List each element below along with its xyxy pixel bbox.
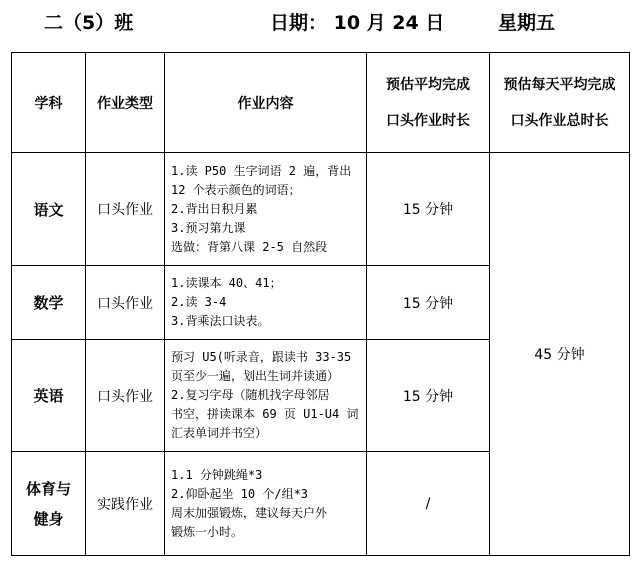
header-total-time-line1: 预估每天平均完成 [503, 76, 616, 93]
header-row [12, 53, 630, 153]
type-cell: 口头作业 [86, 153, 165, 266]
type-cell: 实践作业 [86, 452, 165, 556]
content-cell [165, 452, 367, 556]
content-line: 1.读课本 40、41； [171, 276, 282, 290]
time-cell: 15 分钟 [367, 153, 490, 266]
homework-table [11, 52, 630, 556]
header-type: 作业类型 [86, 53, 165, 153]
content-line: 3.预习第九课 [171, 220, 246, 235]
header-total-time [490, 53, 630, 153]
total-time-cell: 45 分钟 [490, 153, 630, 556]
type-cell: 口头作业 [86, 340, 165, 452]
header-avg-time-line2: 口头作业时长 [386, 112, 470, 129]
content-line: 预习 U5(听录音，跟读书 33-35 [171, 350, 352, 364]
type-cell: 口头作业 [86, 266, 165, 340]
table-row [12, 153, 630, 266]
content-line: 页至少一遍，划出生词并读通） [171, 369, 340, 383]
header-avg-time-line1: 预估平均完成 [386, 76, 470, 93]
subject-cell [12, 452, 86, 556]
content-line: 选做：背第八课 2-5 自然段 [171, 239, 328, 254]
content-line: 2.背出日积月累 [171, 201, 258, 216]
class-name: 二（5）班 [44, 12, 134, 34]
weekday-label: 星期五 [498, 12, 556, 34]
header-subject: 学科 [12, 53, 86, 153]
header-total-time-line2: 口头作业总时长 [510, 112, 609, 129]
time-cell: 15 分钟 [367, 340, 490, 452]
content-line: 2.仰卧起坐 10 个/组*3 [171, 486, 309, 501]
header-avg-time [367, 53, 490, 153]
subject-cell: 数学 [12, 266, 86, 340]
time-cell: / [367, 452, 490, 556]
content-line: 1.读 P50 生字词语 2 遍，背出 [171, 163, 352, 178]
content-cell [165, 153, 367, 266]
content-line: 锻炼一小时。 [171, 524, 244, 539]
content-line: 2.读 3-4 [171, 295, 227, 309]
content-cell [165, 266, 367, 340]
subject-cell: 语文 [12, 153, 86, 266]
content-cell [165, 340, 367, 452]
content-line: 2.复习字母（随机找字母邻居 [171, 388, 330, 402]
header-content: 作业内容 [165, 53, 367, 153]
date-label: 日期： 10 月 24 日 [270, 12, 445, 34]
page-header [0, 8, 643, 38]
content-line: 周末加强锻炼，建议每天户外 [171, 505, 328, 520]
content-line: 3.背乘法口诀表。 [171, 314, 270, 328]
content-line: 12 个表示颜色的词语； [171, 182, 301, 197]
subject-line2: 健身 [33, 509, 64, 528]
content-line: 汇表单词并书空） [171, 426, 268, 440]
content-line: 书空，拼读课本 69 页 U1-U4 词 [171, 407, 359, 421]
subject-line1: 体育与 [25, 479, 71, 498]
subject-cell: 英语 [12, 340, 86, 452]
time-cell: 15 分钟 [367, 266, 490, 340]
content-line: 1.1 分钟跳绳*3 [171, 467, 263, 482]
